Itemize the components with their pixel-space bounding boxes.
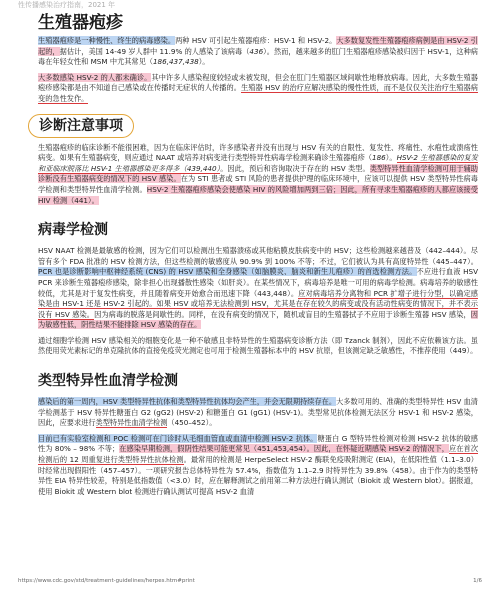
text: 糖蛋白 G 型特异性检测对检测 HSV-2 抗体的敏感性为 80% – 98% 不等； (38, 433, 478, 454)
reference: 436 (249, 46, 264, 56)
highlight: 大多数感染 HSV-2 的人都未确诊。 (38, 72, 152, 82)
text: 在为 STI 患者或 STI 风险的患者提供护理的临床环境中，应该可以提供 HSV 类型特异性病毒学检测和类型特异性血清学检测。 (38, 174, 478, 194)
paragraph-cytology: 通过细胞学检测 HSV 感染相关的细胞变化是一种不敏感且非特异性的生殖器病变诊断方法（即 Tzanck 制剂），因此不应依赖该方法。虽然使用荧光素标记的单克隆抗体的直接免疫荧光测定也可用于检测生殖器标本中的 HSV 抗原，但该测定缺乏敏感性，不推荐使用（449）。 (38, 335, 478, 356)
document-content (38, 10, 478, 497)
text: ）。然而，越来越多的肛门生殖器疱疹感染被归因于 HSV-1，这种病毒在年轻女性和 MSM 中尤其常见（ (38, 46, 478, 67)
footer-url[interactable]: https://www.cdc.gov/std/treatment-guidelines/herpes.htm#print (18, 578, 195, 584)
text: 生殖器疱疹的临床诊断不能很困难，因为在临床评估时，许多感染者并没有出现与 HSV 有关的自限性、复发性、疼痛性、水疱性或溃疡性病变。如果有生殖器病变，则应通过 NAAT 或培养对病变进行类型特异性病毒学检测来确诊生殖器疱疹（ (38, 142, 478, 163)
underline: HSV-2 生殖器感染的复发和亚临床脱落比 HSV-1 生殖器感染更多得多（439,440） (38, 153, 478, 173)
title-genital-herpes: 生殖器疱疹 (38, 13, 123, 33)
paragraph-virologic (38, 246, 478, 331)
underline: 类型特异性血清学检测 (95, 418, 168, 428)
text: HSV NAAT 检测是最敏感的检测，因为它们可以检测出生殖器溃疡或其他粘膜皮肤病变中的 HSV；这些检测越来越普及（442–444）。尽管有多个 FDA 批准的 HSV 检测方法，但这些检测的敏感度从 90.9% 到 100% 不等；不过，它们被认为具有高度特异性（445–447）。 (38, 246, 478, 266)
text: 其中许多人感染程度较轻或未被发现，但会在肛门生殖器区域间歇性地释放病毒。因此，大多数生殖器疱疹感染都是由不知道自己感染或在传播时无症状的人传播的。 (38, 72, 478, 93)
reference: 186,437,438 (152, 57, 199, 67)
highlight: 在感染早期检测，假阴性结果可能更常见（451,453,454）。因此，在怀疑近期感染 HSV-2 的情况下， (119, 444, 450, 454)
paragraph-intro (38, 36, 478, 68)
paragraph-diagnostic (38, 143, 478, 207)
text: 。最常用的检测是 HerpeSelect HSV-2 酶联免疫吸附测定 (EIA)，在低阳性值（1.1–3.0）时经常出现假阳性（457–457）。一项研究报告总体特异性为 57.4%，指数值为 1.1–2.9 时特异性为 39.8%（458）。由于作为的类型特异性 EIA 特异性较差，特别是低指数值（<3.0）时，应在解释测试之前用第二种方法进行确认测试（Biokit 或 Western blot）。据报道，使用 Biokit 或 Western blot 检测进行确认测试可提高 HSV-2 血清 (38, 455, 478, 496)
circled-heading: 诊断注意事项 (28, 114, 134, 138)
text: （450–452）。 (167, 418, 217, 428)
highlight: 类型特异性血清学检测可用于辅助诊断没有生殖器病变的情况下的 HSV 感染。 (38, 163, 478, 184)
highlight: 目前已有实验室检测和 POC 检测可在门诊时从毛细血管血或血清中检测 HSV-2 抗体。 (38, 433, 318, 443)
underline: 生殖器 HSV 的治疗应解决感染的慢性性质，而不是仅仅关注治疗生殖器病变的急性发作。 (38, 83, 478, 103)
text: 。因此，预后和咨询取决于存在的 HSV 类型。 (220, 163, 370, 173)
text: 因为病毒的脱落是间歇性的。同样，在没有病变的情况下，随机或盲目的生殖器拭子不应用于诊断生殖器 HSV 感染， (94, 309, 471, 319)
text: ）。 (385, 153, 397, 163)
page-footer (18, 578, 482, 584)
text: ）。 (198, 57, 210, 67)
highlight: HSV-2 生殖器疱疹感染会使感染 HIV 的风险增加两到三倍；因此，所有寻求生殖器疱疹的人都应该接受 HIV 检测（441）。 (38, 184, 478, 205)
highlight: 大多数复发性生殖器疱疹病例是由 HSV-2 引起的， (38, 36, 478, 56)
header-strip: 性传播感染治疗指南，2021 年 (18, 1, 116, 9)
highlight: 感染后的第一周内，HSV 类型特异性抗体和类型特异性抗体均会产生，并会无限期持续存在。 (38, 397, 337, 407)
text: 大多数可用的、准确的类型特异性 HSV 血清学检测基于 HSV 特异性糖蛋白 G2 (gG2) (HSV-2) 和糖蛋白 G1 (gG1) (HSV-1)。类型常见抗体检测无法区分 HSV-1 和 HSV-2 感染，因此，应要求进行 (38, 397, 478, 428)
reference: 186 (372, 153, 386, 163)
highlight: 因为敏感性低，阴性结果不能排除 HSV 感染的存在。 (38, 309, 478, 330)
underline: 应在首次检测后的 12 周重复进行类型特异性抗体检测 (38, 444, 479, 465)
text: 两种 HSV 可引起生殖器疱疹：HSV-1 和 HSV-2。 (175, 36, 337, 45)
page-number: 1/6 (473, 578, 482, 584)
title-type-specific-serology: 类型特异性血清学检测 (38, 373, 178, 390)
text: 不应进行血液 HSV PCR 来诊断生殖器疱疹感染，除非担心出现播散性感染（如肝炎）。在某些情况下，病毒培养是唯一可用的病毒学检测。病毒培养的敏感性较低，尤其是对于复发性病变，并且随着病变开始愈合而迅速下降（443,448）。 (38, 267, 478, 298)
paragraph-poc-tests (38, 434, 478, 498)
highlight: 生殖器疱疹是一种慢性、终生的病毒感染。 (38, 36, 176, 45)
title-diagnostic-considerations (38, 114, 478, 138)
text: 据估计，美国 14-49 岁人群中 11.9% 的人感染了该病毒（ (59, 46, 250, 56)
paragraph-undiagnosed (38, 73, 478, 105)
title-virologic-tests: 病毒学检测 (38, 222, 108, 239)
paragraph-serology (38, 397, 478, 429)
highlight: PCR 也是诊断影响中枢神经系统 (CNS) 的 HSV 感染和全身感染（如脑膜炎、脑炎和新生儿疱疹）的首选检测方法。 (38, 267, 417, 277)
underline: 应对病毒培养分离物和 PCR 扩增子进行分型，以确定感染是由 HSV-1 还是 HSV-2 引起的。如果 HSV 或培养无法检测到 HSV，尤其是在存在较久的病变或没有活动性病变的情况下，并不表示没有 HSV 感染。 (38, 288, 478, 319)
